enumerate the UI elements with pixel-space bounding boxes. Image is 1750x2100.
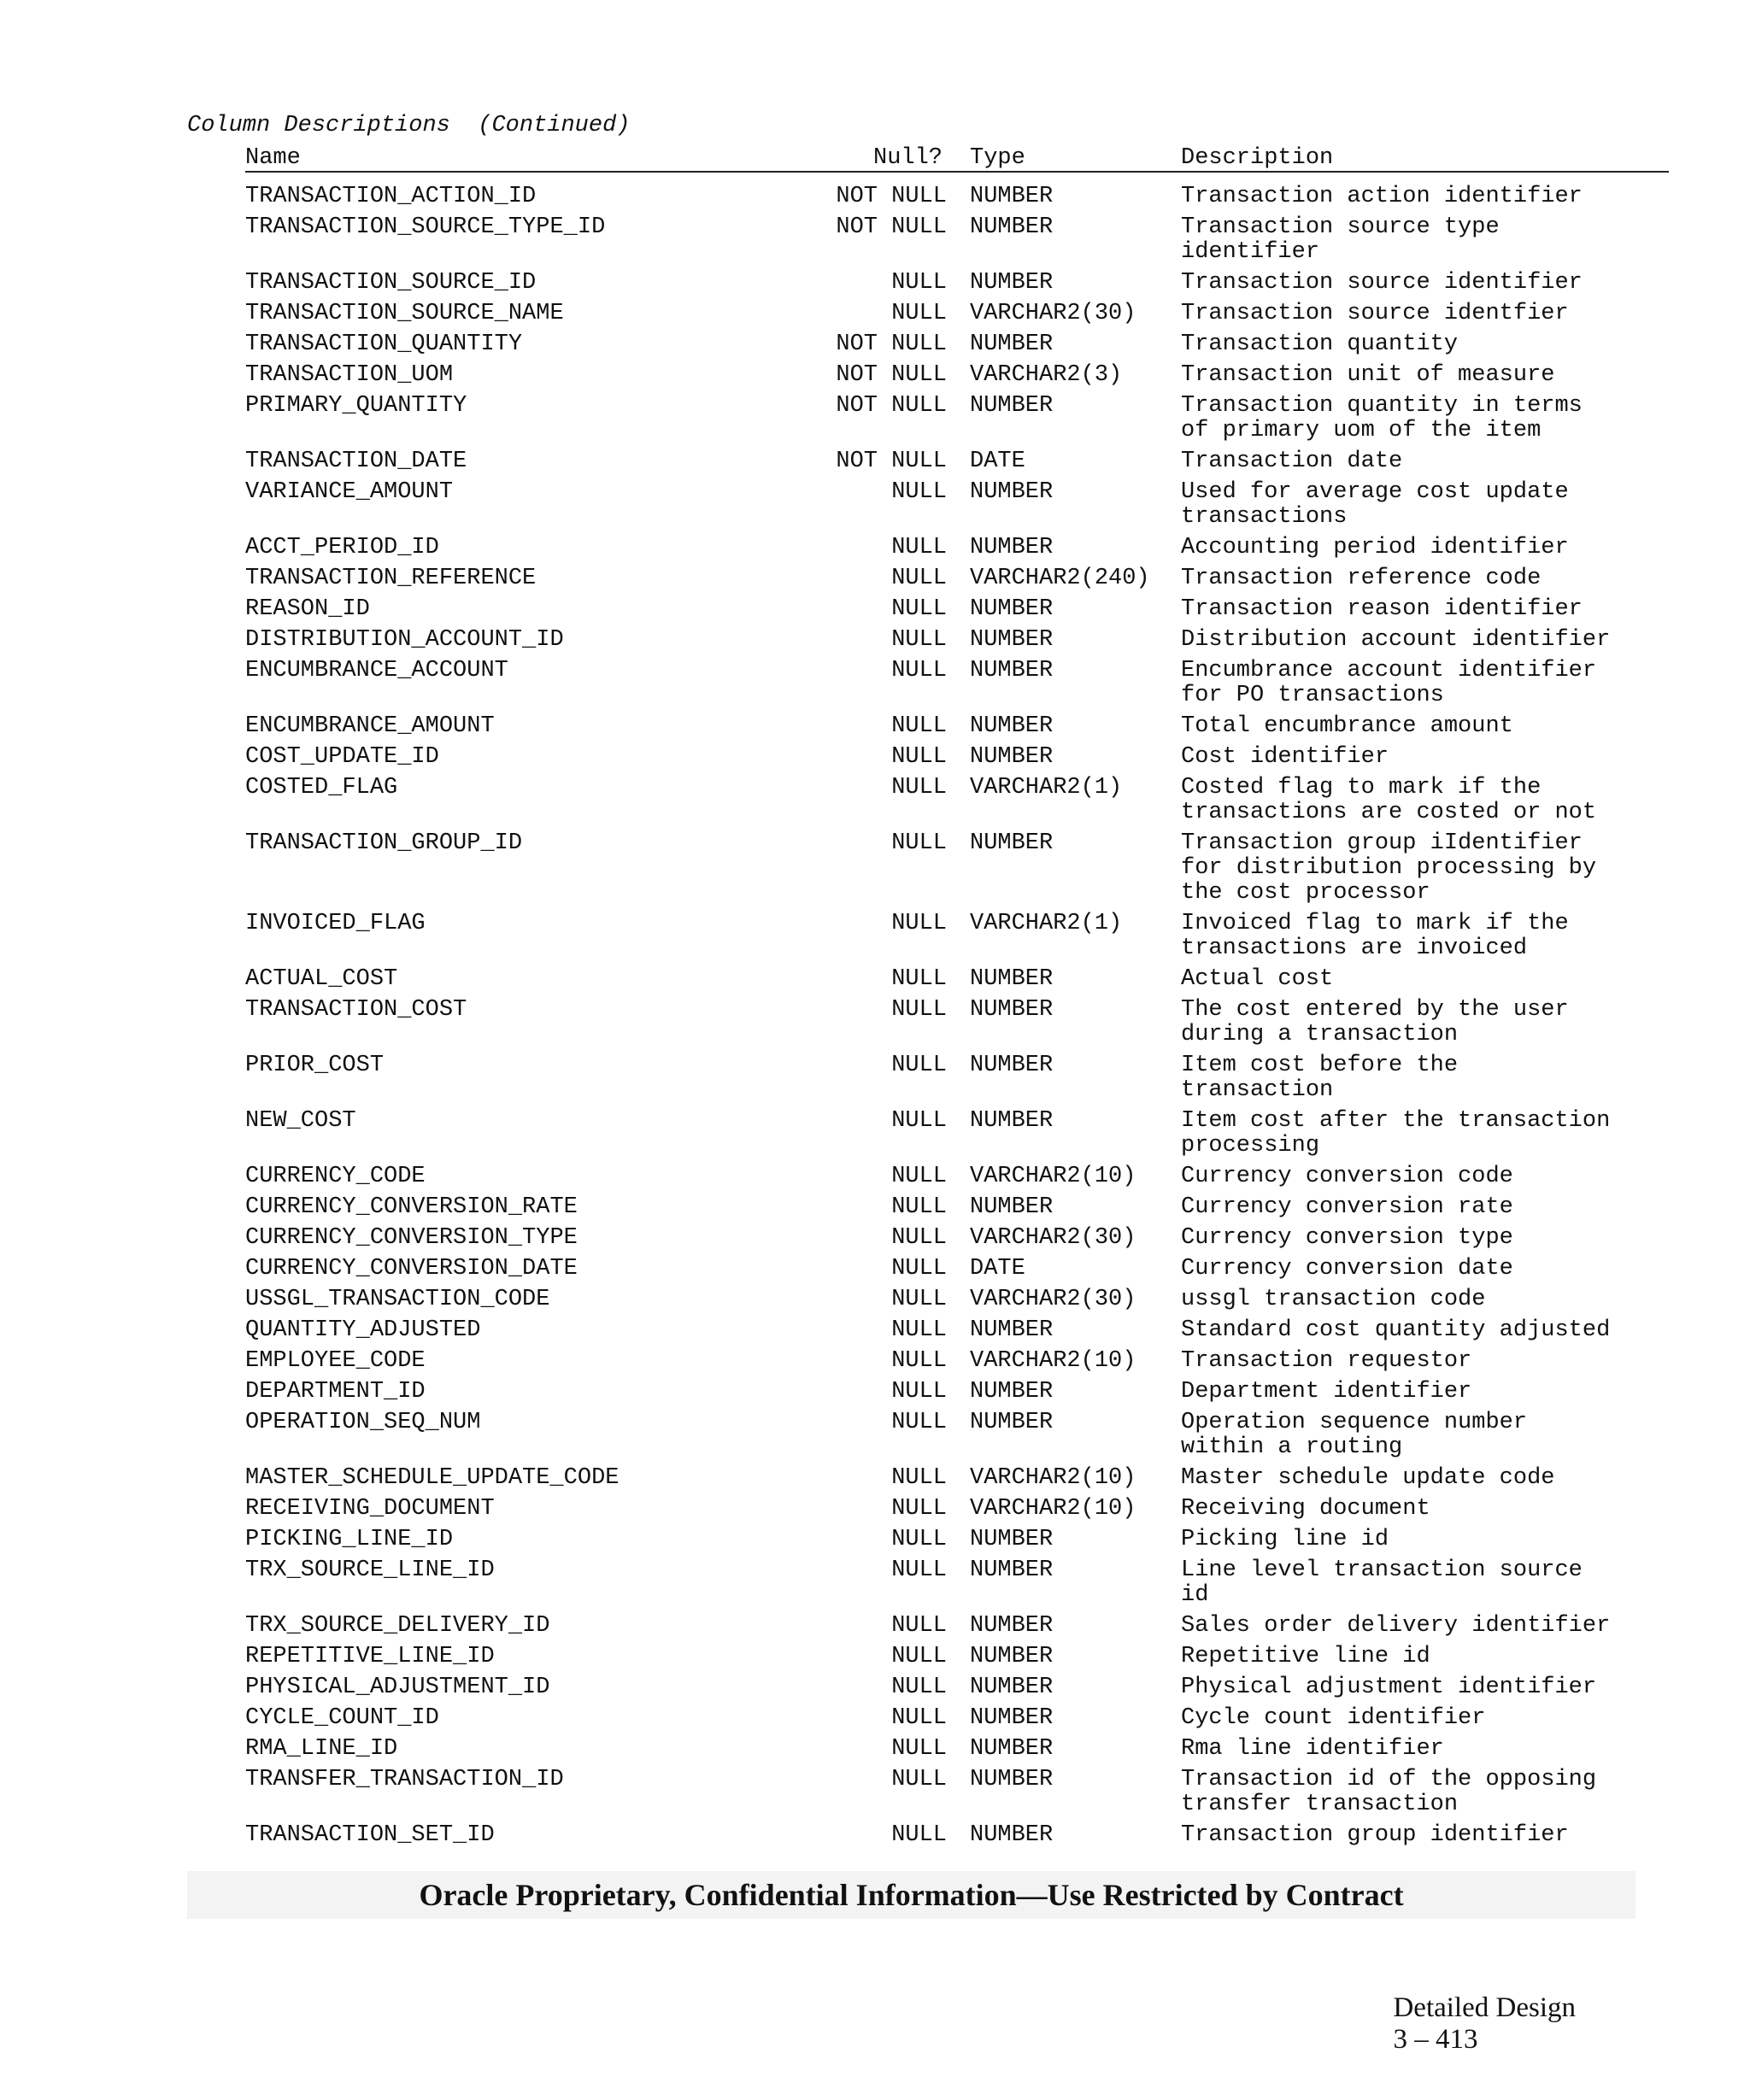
table-row	[0, 1288, 1750, 1318]
description-cell	[1181, 1497, 1430, 1522]
table-row	[0, 912, 1750, 967]
nullability-cell: NOT NULL	[836, 449, 947, 474]
data-type-cell: NUMBER	[970, 1317, 1054, 1343]
description-cell	[1181, 912, 1569, 961]
table-row	[0, 1645, 1750, 1675]
description-line: Costed flag to mark if the	[1181, 775, 1542, 801]
table-row	[0, 1109, 1750, 1164]
description-line: Accounting period identifier	[1181, 535, 1569, 560]
nullability-cell: NULL	[891, 1317, 947, 1343]
description-line: Currency conversion type	[1181, 1225, 1513, 1251]
column-name-cell: DEPARTMENT_ID	[245, 1379, 426, 1405]
nullability-cell: NULL	[891, 270, 947, 296]
description-cell	[1181, 1645, 1430, 1669]
column-header-description: Description	[1181, 145, 1334, 171]
column-name-cell: PRIOR_COST	[245, 1053, 385, 1078]
table-row	[0, 1675, 1750, 1706]
description-line: Distribution account identifier	[1181, 627, 1611, 653]
table-row	[0, 536, 1750, 566]
data-type-cell: NUMBER	[970, 1410, 1054, 1435]
column-name-cell: TRANSFER_TRANSACTION_ID	[245, 1767, 564, 1792]
nullability-cell: NULL	[891, 566, 947, 591]
description-line: Transaction quantity	[1181, 331, 1459, 357]
description-line: of primary uom of the item	[1181, 418, 1542, 443]
table-row	[0, 1558, 1750, 1614]
table-row	[0, 776, 1750, 831]
data-type-cell: NUMBER	[970, 1675, 1054, 1700]
column-name-cell: PRIMARY_QUANTITY	[245, 393, 467, 419]
description-line: the cost processor	[1181, 880, 1430, 906]
nullability-cell: NULL	[891, 301, 947, 326]
description-cell	[1181, 566, 1541, 591]
data-type-cell: DATE	[970, 449, 1025, 474]
data-type-cell: NUMBER	[970, 1108, 1054, 1134]
description-cell	[1181, 776, 1596, 825]
data-type-cell: VARCHAR2(10)	[970, 1164, 1136, 1189]
table-row	[0, 1411, 1750, 1466]
description-cell	[1181, 394, 1583, 443]
column-name-cell: COSTED_FLAG	[245, 775, 398, 801]
description-cell	[1181, 967, 1333, 992]
column-name-cell: TRANSACTION_UOM	[245, 362, 454, 388]
description-cell	[1181, 1614, 1610, 1639]
description-line: Operation sequence number	[1181, 1410, 1528, 1435]
nullability-cell: NULL	[891, 1379, 947, 1405]
column-name-cell: TRANSACTION_QUANTITY	[245, 331, 523, 357]
nullability-cell: NULL	[891, 911, 947, 936]
data-type-cell: VARCHAR2(30)	[970, 1225, 1136, 1251]
description-cell	[1181, 745, 1389, 770]
column-name-cell: TRANSACTION_GROUP_ID	[245, 830, 523, 856]
page-footer	[1379, 1961, 1635, 2056]
description-line: Transaction unit of measure	[1181, 362, 1555, 388]
table-row	[0, 1226, 1750, 1257]
column-name-cell: EMPLOYEE_CODE	[245, 1348, 426, 1374]
table-row	[0, 967, 1750, 998]
nullability-cell: NULL	[891, 1410, 947, 1435]
table-row	[0, 998, 1750, 1053]
data-type-cell: NUMBER	[970, 596, 1054, 622]
column-name-cell: COST_UPDATE_ID	[245, 744, 439, 770]
description-line: identifier	[1181, 239, 1320, 265]
table-row	[0, 1614, 1750, 1645]
table-row	[0, 659, 1750, 714]
data-type-cell: NUMBER	[970, 1736, 1054, 1762]
table-row	[0, 1380, 1750, 1411]
data-type-cell: NUMBER	[970, 1194, 1054, 1220]
table-row	[0, 831, 1750, 912]
column-name-cell: TRANSACTION_DATE	[245, 449, 467, 474]
table-row	[0, 185, 1750, 215]
column-name-cell: TRANSACTION_REFERENCE	[245, 566, 537, 591]
column-name-cell: TRX_SOURCE_LINE_ID	[245, 1557, 495, 1583]
column-name-cell: USSGL_TRANSACTION_CODE	[245, 1287, 550, 1312]
column-name-cell: NEW_COST	[245, 1108, 356, 1134]
data-type-cell: VARCHAR2(10)	[970, 1496, 1136, 1522]
description-cell	[1181, 1411, 1527, 1460]
description-cell	[1181, 1257, 1513, 1282]
data-type-cell: NUMBER	[970, 331, 1054, 357]
column-name-cell: ENCUMBRANCE_AMOUNT	[245, 713, 495, 739]
description-line: Sales order delivery identifier	[1181, 1613, 1611, 1639]
description-line: Transaction reference code	[1181, 566, 1542, 591]
data-type-cell: NUMBER	[970, 1527, 1054, 1552]
table-row	[0, 363, 1750, 394]
description-cell	[1181, 714, 1513, 739]
table-row	[0, 597, 1750, 628]
nullability-cell: NULL	[891, 1465, 947, 1491]
column-name-cell: RMA_LINE_ID	[245, 1736, 398, 1762]
description-cell	[1181, 659, 1596, 708]
table-row	[0, 1053, 1750, 1109]
data-type-cell: NUMBER	[970, 184, 1054, 209]
data-type-cell: VARCHAR2(240)	[970, 566, 1150, 591]
data-type-cell: VARCHAR2(30)	[970, 301, 1136, 326]
column-name-cell: TRANSACTION_SOURCE_NAME	[245, 301, 564, 326]
description-line: Item cost after the transaction	[1181, 1108, 1611, 1134]
data-type-cell: NUMBER	[970, 997, 1054, 1023]
column-name-cell: ENCUMBRANCE_ACCOUNT	[245, 658, 508, 683]
data-type-cell: NUMBER	[970, 966, 1054, 992]
column-header-null: Null?	[873, 145, 943, 171]
data-type-cell: NUMBER	[970, 479, 1054, 505]
description-line: Transaction requestor	[1181, 1348, 1472, 1374]
description-cell	[1181, 1675, 1596, 1700]
table-row	[0, 1737, 1750, 1768]
description-cell	[1181, 1558, 1583, 1608]
description-line: Receiving document	[1181, 1496, 1430, 1522]
description-line: Transaction source identifier	[1181, 270, 1583, 296]
nullability-cell: NOT NULL	[836, 184, 947, 209]
description-line: Transaction action identifier	[1181, 184, 1583, 209]
column-name-cell: REASON_ID	[245, 596, 370, 622]
table-row	[0, 1349, 1750, 1380]
description-cell	[1181, 1226, 1513, 1251]
description-line: Invoiced flag to mark if the	[1181, 911, 1569, 936]
table-row	[0, 714, 1750, 745]
description-cell	[1181, 363, 1554, 388]
data-type-cell: NUMBER	[970, 1644, 1054, 1669]
description-line: Total encumbrance amount	[1181, 713, 1513, 739]
description-line: Repetitive line id	[1181, 1644, 1430, 1669]
section-title: Column Descriptions (Continued)	[187, 113, 631, 138]
data-type-cell: NUMBER	[970, 830, 1054, 856]
description-line: Department identifier	[1181, 1379, 1472, 1405]
description-cell	[1181, 628, 1610, 653]
nullability-cell: NULL	[891, 1194, 947, 1220]
column-name-cell: CURRENCY_CODE	[245, 1164, 426, 1189]
description-cell	[1181, 1288, 1485, 1312]
data-type-cell: VARCHAR2(10)	[970, 1348, 1136, 1374]
nullability-cell: NULL	[891, 1348, 947, 1374]
description-line: Standard cost quantity adjusted	[1181, 1317, 1611, 1343]
nullability-cell: NULL	[891, 627, 947, 653]
header-divider	[245, 171, 1669, 173]
data-type-cell: NUMBER	[970, 1379, 1054, 1405]
nullability-cell: NULL	[891, 479, 947, 505]
description-line: Transaction group identifier	[1181, 1822, 1569, 1848]
description-line: Currency conversion date	[1181, 1256, 1513, 1282]
description-line: transactions are costed or not	[1181, 800, 1597, 825]
column-name-cell: INVOICED_FLAG	[245, 911, 426, 936]
table-row	[0, 1318, 1750, 1349]
description-line: ussgl transaction code	[1181, 1287, 1486, 1312]
footer-section-title: Detailed Design	[1393, 1992, 1576, 2023]
data-type-cell: VARCHAR2(1)	[970, 911, 1123, 936]
nullability-cell: NOT NULL	[836, 214, 947, 240]
column-name-cell: CURRENCY_CONVERSION_RATE	[245, 1194, 578, 1220]
table-row	[0, 628, 1750, 659]
nullability-cell: NULL	[891, 1613, 947, 1639]
description-cell	[1181, 332, 1458, 357]
nullability-cell: NULL	[891, 966, 947, 992]
column-name-cell: TRANSACTION_ACTION_ID	[245, 184, 537, 209]
column-name-cell: QUANTITY_ADJUSTED	[245, 1317, 481, 1343]
nullability-cell: NULL	[891, 1736, 947, 1762]
description-line: Line level transaction source	[1181, 1557, 1583, 1583]
nullability-cell: NOT NULL	[836, 362, 947, 388]
data-type-cell: VARCHAR2(10)	[970, 1465, 1136, 1491]
description-cell	[1181, 215, 1500, 265]
data-type-cell: NUMBER	[970, 535, 1054, 560]
description-cell	[1181, 271, 1583, 296]
data-type-cell: NUMBER	[970, 1613, 1054, 1639]
column-name-cell: PICKING_LINE_ID	[245, 1527, 454, 1552]
description-line: during a transaction	[1181, 1022, 1459, 1047]
nullability-cell: NULL	[891, 1225, 947, 1251]
description-cell	[1181, 302, 1569, 326]
description-cell	[1181, 1528, 1389, 1552]
nullability-cell: NULL	[891, 997, 947, 1023]
description-cell	[1181, 1768, 1596, 1817]
description-cell	[1181, 1349, 1471, 1374]
description-cell	[1181, 1164, 1513, 1189]
data-type-cell: VARCHAR2(3)	[970, 362, 1123, 388]
description-cell	[1181, 998, 1569, 1047]
table-row	[0, 1823, 1750, 1854]
nullability-cell: NULL	[891, 1164, 947, 1189]
column-name-cell: CYCLE_COUNT_ID	[245, 1705, 439, 1731]
data-type-cell: NUMBER	[970, 1767, 1054, 1792]
description-cell	[1181, 1737, 1444, 1762]
data-type-cell: VARCHAR2(1)	[970, 775, 1123, 801]
column-name-cell: OPERATION_SEQ_NUM	[245, 1410, 481, 1435]
description-line: Transaction group iIdentifier	[1181, 830, 1583, 856]
description-line: Transaction date	[1181, 449, 1403, 474]
description-line: Cost identifier	[1181, 744, 1389, 770]
table-row	[0, 1164, 1750, 1195]
column-name-cell: RECEIVING_DOCUMENT	[245, 1496, 495, 1522]
description-line: transfer transaction	[1181, 1792, 1459, 1817]
description-line: transaction	[1181, 1077, 1334, 1103]
description-line: Actual cost	[1181, 966, 1334, 992]
table-row	[0, 1768, 1750, 1823]
column-name-cell: PHYSICAL_ADJUSTMENT_ID	[245, 1675, 550, 1700]
column-name-cell: ACTUAL_COST	[245, 966, 398, 992]
table-row	[0, 449, 1750, 480]
nullability-cell: NULL	[891, 1053, 947, 1078]
column-name-cell: DISTRIBUTION_ACCOUNT_ID	[245, 627, 564, 653]
description-cell	[1181, 831, 1596, 906]
nullability-cell: NULL	[891, 775, 947, 801]
data-type-cell: DATE	[970, 1256, 1025, 1282]
description-line: Master schedule update code	[1181, 1465, 1555, 1491]
description-cell	[1181, 1318, 1610, 1343]
table-body	[0, 185, 1750, 1854]
data-type-cell: NUMBER	[970, 1053, 1054, 1078]
description-line: Transaction quantity in terms	[1181, 393, 1583, 419]
table-row	[0, 394, 1750, 449]
nullability-cell: NULL	[891, 1822, 947, 1848]
confidentiality-notice: Oracle Proprietary, Confidential Information––Use Restricted by Contract	[419, 1878, 1404, 1912]
column-name-cell: REPETITIVE_LINE_ID	[245, 1644, 495, 1669]
table-row	[0, 1528, 1750, 1558]
column-header-type: Type	[970, 145, 1025, 171]
description-line: Picking line id	[1181, 1527, 1389, 1552]
description-cell	[1181, 1823, 1569, 1848]
page-number: 3 – 413	[1393, 2024, 1478, 2055]
data-type-cell: NUMBER	[970, 1557, 1054, 1583]
nullability-cell: NULL	[891, 1644, 947, 1669]
description-line: id	[1181, 1582, 1209, 1608]
column-name-cell: CURRENCY_CONVERSION_TYPE	[245, 1225, 578, 1251]
description-line: within a routing	[1181, 1434, 1403, 1460]
table-row	[0, 480, 1750, 536]
table-row	[0, 302, 1750, 332]
nullability-cell: NULL	[891, 830, 947, 856]
description-line: Cycle count identifier	[1181, 1705, 1486, 1731]
table-row	[0, 271, 1750, 302]
description-line: Physical adjustment identifier	[1181, 1675, 1597, 1700]
data-type-cell: NUMBER	[970, 744, 1054, 770]
column-name-cell: TRANSACTION_SOURCE_ID	[245, 270, 537, 296]
description-line: for PO transactions	[1181, 683, 1444, 708]
column-name-cell: ACCT_PERIOD_ID	[245, 535, 439, 560]
table-row	[0, 745, 1750, 776]
data-type-cell: NUMBER	[970, 713, 1054, 739]
nullability-cell: NULL	[891, 1256, 947, 1282]
description-cell	[1181, 1109, 1610, 1159]
data-type-cell: NUMBER	[970, 658, 1054, 683]
description-cell	[1181, 1380, 1471, 1405]
description-line: The cost entered by the user	[1181, 997, 1569, 1023]
nullability-cell: NULL	[891, 713, 947, 739]
description-line: for distribution processing by	[1181, 855, 1597, 881]
nullability-cell: NULL	[891, 1496, 947, 1522]
nullability-cell: NULL	[891, 1527, 947, 1552]
column-name-cell: TRANSACTION_SET_ID	[245, 1822, 495, 1848]
description-cell	[1181, 449, 1402, 474]
nullability-cell: NULL	[891, 1287, 947, 1312]
data-type-cell: NUMBER	[970, 393, 1054, 419]
nullability-cell: NULL	[891, 744, 947, 770]
data-type-cell: VARCHAR2(30)	[970, 1287, 1136, 1312]
description-line: transactions are invoiced	[1181, 936, 1528, 961]
table-row	[0, 1195, 1750, 1226]
table-row	[0, 566, 1750, 597]
description-line: Item cost before the	[1181, 1053, 1459, 1078]
column-name-cell: VARIANCE_AMOUNT	[245, 479, 454, 505]
description-line: Transaction reason identifier	[1181, 596, 1583, 622]
nullability-cell: NULL	[891, 1108, 947, 1134]
column-header-name: Name	[245, 145, 301, 171]
table-row	[0, 1466, 1750, 1497]
data-type-cell: NUMBER	[970, 1705, 1054, 1731]
column-name-cell: TRX_SOURCE_DELIVERY_ID	[245, 1613, 550, 1639]
nullability-cell: NOT NULL	[836, 331, 947, 357]
description-cell	[1181, 597, 1583, 622]
description-cell	[1181, 1195, 1513, 1220]
data-type-cell: NUMBER	[970, 270, 1054, 296]
description-line: Transaction source type	[1181, 214, 1500, 240]
description-line: Currency conversion code	[1181, 1164, 1513, 1189]
description-line: Transaction id of the opposing	[1181, 1767, 1597, 1792]
table-row	[0, 332, 1750, 363]
column-name-cell: TRANSACTION_COST	[245, 997, 467, 1023]
data-type-cell: NUMBER	[970, 214, 1054, 240]
description-cell	[1181, 536, 1569, 560]
nullability-cell: NULL	[891, 1767, 947, 1792]
description-line: Transaction source identfier	[1181, 301, 1569, 326]
table-row	[0, 215, 1750, 271]
description-line: Currency conversion rate	[1181, 1194, 1513, 1220]
nullability-cell: NOT NULL	[836, 393, 947, 419]
nullability-cell: NULL	[891, 1675, 947, 1700]
description-cell	[1181, 1466, 1554, 1491]
column-name-cell: MASTER_SCHEDULE_UPDATE_CODE	[245, 1465, 620, 1491]
description-line: Encumbrance account identifier	[1181, 658, 1597, 683]
nullability-cell: NULL	[891, 535, 947, 560]
description-cell	[1181, 185, 1583, 209]
nullability-cell: NULL	[891, 658, 947, 683]
column-name-cell: TRANSACTION_SOURCE_TYPE_ID	[245, 214, 606, 240]
table-row	[0, 1257, 1750, 1288]
description-line: Used for average cost update	[1181, 479, 1569, 505]
column-name-cell: CURRENCY_CONVERSION_DATE	[245, 1256, 578, 1282]
description-cell	[1181, 480, 1569, 530]
description-line: processing	[1181, 1133, 1320, 1159]
table-row	[0, 1497, 1750, 1528]
nullability-cell: NULL	[891, 1557, 947, 1583]
description-cell	[1181, 1053, 1458, 1103]
data-type-cell: NUMBER	[970, 1822, 1054, 1848]
table-row	[0, 1706, 1750, 1737]
description-cell	[1181, 1706, 1485, 1731]
description-line: transactions	[1181, 504, 1348, 530]
nullability-cell: NULL	[891, 596, 947, 622]
nullability-cell: NULL	[891, 1705, 947, 1731]
data-type-cell: NUMBER	[970, 627, 1054, 653]
description-line: Rma line identifier	[1181, 1736, 1444, 1762]
